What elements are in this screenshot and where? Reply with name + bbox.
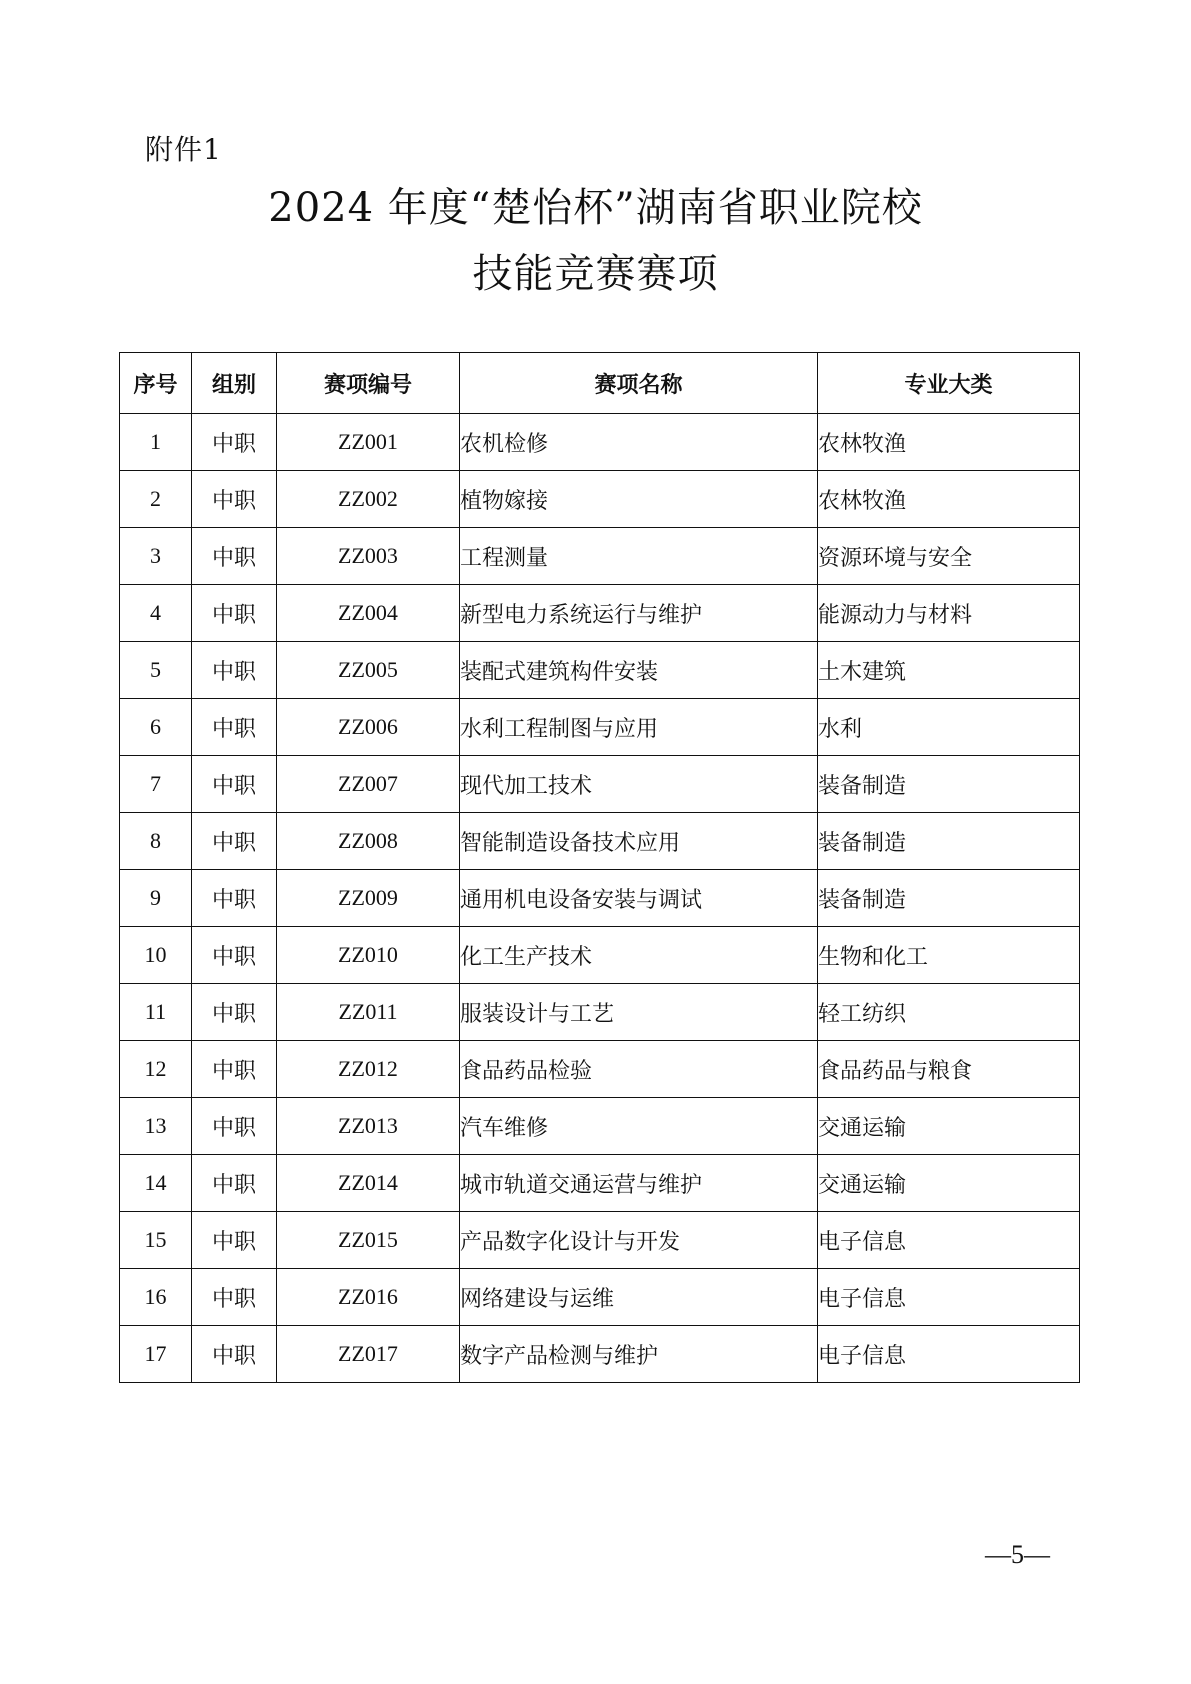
cell-serial-number: 9 (120, 870, 192, 927)
attachment-label: 附件1 (145, 133, 222, 166)
cell-item-code: ZZ012 (277, 1041, 460, 1098)
cell-item-code: ZZ006 (277, 699, 460, 756)
cell-item-name: 植物嫁接 (460, 471, 818, 528)
cell-item-code: ZZ003 (277, 528, 460, 585)
table-row (120, 756, 1080, 813)
cell-item-code: ZZ005 (277, 642, 460, 699)
cell-serial-number: 6 (120, 699, 192, 756)
cell-item-name: 通用机电设备安装与调试 (460, 870, 818, 927)
cell-major-category: 交通运输 (818, 1098, 1080, 1155)
cell-item-code: ZZ014 (277, 1155, 460, 1212)
table-header-row (120, 353, 1080, 414)
cell-group: 中职 (192, 813, 277, 870)
cell-major-category: 装备制造 (818, 870, 1080, 927)
cell-item-name: 工程测量 (460, 528, 818, 585)
cell-major-category: 生物和化工 (818, 927, 1080, 984)
table-row (120, 1326, 1080, 1383)
cell-item-code: ZZ013 (277, 1098, 460, 1155)
cell-item-name: 食品药品检验 (460, 1041, 818, 1098)
cell-item-name: 网络建设与运维 (460, 1269, 818, 1326)
cell-serial-number: 14 (120, 1155, 192, 1212)
cell-item-code: ZZ015 (277, 1212, 460, 1269)
cell-major-category: 水利 (818, 699, 1080, 756)
table-row (120, 414, 1080, 471)
competition-items-table (119, 352, 1080, 1383)
cell-group: 中职 (192, 1326, 277, 1383)
cell-item-name: 新型电力系统运行与维护 (460, 585, 818, 642)
header-serial-number: 序号 (120, 353, 192, 414)
cell-group: 中职 (192, 1098, 277, 1155)
cell-serial-number: 5 (120, 642, 192, 699)
cell-major-category: 土木建筑 (818, 642, 1080, 699)
table-row (120, 1098, 1080, 1155)
cell-group: 中职 (192, 414, 277, 471)
header-item-name: 赛项名称 (460, 353, 818, 414)
cell-major-category: 能源动力与材料 (818, 585, 1080, 642)
cell-serial-number: 12 (120, 1041, 192, 1098)
table-row (120, 870, 1080, 927)
cell-group: 中职 (192, 1212, 277, 1269)
cell-major-category: 农林牧渔 (818, 471, 1080, 528)
cell-item-code: ZZ002 (277, 471, 460, 528)
cell-item-code: ZZ016 (277, 1269, 460, 1326)
table-row (120, 528, 1080, 585)
cell-major-category: 交通运输 (818, 1155, 1080, 1212)
table-row (120, 1212, 1080, 1269)
cell-serial-number: 15 (120, 1212, 192, 1269)
cell-item-name: 服装设计与工艺 (460, 984, 818, 1041)
cell-group: 中职 (192, 1155, 277, 1212)
cell-group: 中职 (192, 870, 277, 927)
cell-group: 中职 (192, 471, 277, 528)
cell-item-name: 农机检修 (460, 414, 818, 471)
table-row (120, 1269, 1080, 1326)
page-number: —5— (985, 1540, 1050, 1569)
table-row (120, 984, 1080, 1041)
cell-item-code: ZZ011 (277, 984, 460, 1041)
cell-serial-number: 17 (120, 1326, 192, 1383)
cell-group: 中职 (192, 927, 277, 984)
cell-item-name: 数字产品检测与维护 (460, 1326, 818, 1383)
cell-item-code: ZZ009 (277, 870, 460, 927)
header-major-category: 专业大类 (818, 353, 1080, 414)
cell-serial-number: 11 (120, 984, 192, 1041)
cell-major-category: 农林牧渔 (818, 414, 1080, 471)
cell-major-category: 资源环境与安全 (818, 528, 1080, 585)
cell-major-category: 电子信息 (818, 1212, 1080, 1269)
cell-group: 中职 (192, 528, 277, 585)
header-group: 组别 (192, 353, 277, 414)
cell-major-category: 电子信息 (818, 1269, 1080, 1326)
cell-item-name: 化工生产技术 (460, 927, 818, 984)
cell-major-category: 装备制造 (818, 756, 1080, 813)
cell-item-name: 汽车维修 (460, 1098, 818, 1155)
cell-group: 中职 (192, 1041, 277, 1098)
cell-item-name: 城市轨道交通运营与维护 (460, 1155, 818, 1212)
table-row (120, 471, 1080, 528)
table-body (120, 414, 1080, 1383)
table-row (120, 642, 1080, 699)
cell-serial-number: 16 (120, 1269, 192, 1326)
cell-major-category: 电子信息 (818, 1326, 1080, 1383)
table-row (120, 1041, 1080, 1098)
cell-item-name: 产品数字化设计与开发 (460, 1212, 818, 1269)
cell-major-category: 装备制造 (818, 813, 1080, 870)
cell-serial-number: 3 (120, 528, 192, 585)
cell-serial-number: 1 (120, 414, 192, 471)
cell-item-code: ZZ017 (277, 1326, 460, 1383)
cell-item-code: ZZ010 (277, 927, 460, 984)
cell-serial-number: 7 (120, 756, 192, 813)
cell-major-category: 食品药品与粮食 (818, 1041, 1080, 1098)
cell-item-name: 现代加工技术 (460, 756, 818, 813)
cell-group: 中职 (192, 699, 277, 756)
table-row (120, 1155, 1080, 1212)
cell-serial-number: 2 (120, 471, 192, 528)
cell-item-name: 水利工程制图与应用 (460, 699, 818, 756)
header-item-code: 赛项编号 (277, 353, 460, 414)
table-row (120, 927, 1080, 984)
cell-serial-number: 13 (120, 1098, 192, 1155)
cell-group: 中职 (192, 756, 277, 813)
cell-serial-number: 10 (120, 927, 192, 984)
table-row (120, 699, 1080, 756)
cell-item-code: ZZ008 (277, 813, 460, 870)
document-title-line-2: 技能竞赛赛项 (472, 251, 719, 297)
cell-group: 中职 (192, 984, 277, 1041)
cell-major-category: 轻工纺织 (818, 984, 1080, 1041)
cell-group: 中职 (192, 1269, 277, 1326)
cell-group: 中职 (192, 585, 277, 642)
cell-serial-number: 8 (120, 813, 192, 870)
cell-item-code: ZZ007 (277, 756, 460, 813)
cell-group: 中职 (192, 642, 277, 699)
cell-item-code: ZZ004 (277, 585, 460, 642)
cell-item-code: ZZ001 (277, 414, 460, 471)
table-row (120, 813, 1080, 870)
document-title-line-1: 2024 年度“楚怡杯”湖南省职业院校 (268, 185, 923, 231)
cell-item-name: 装配式建筑构件安装 (460, 642, 818, 699)
cell-item-name: 智能制造设备技术应用 (460, 813, 818, 870)
table-row (120, 585, 1080, 642)
cell-serial-number: 4 (120, 585, 192, 642)
